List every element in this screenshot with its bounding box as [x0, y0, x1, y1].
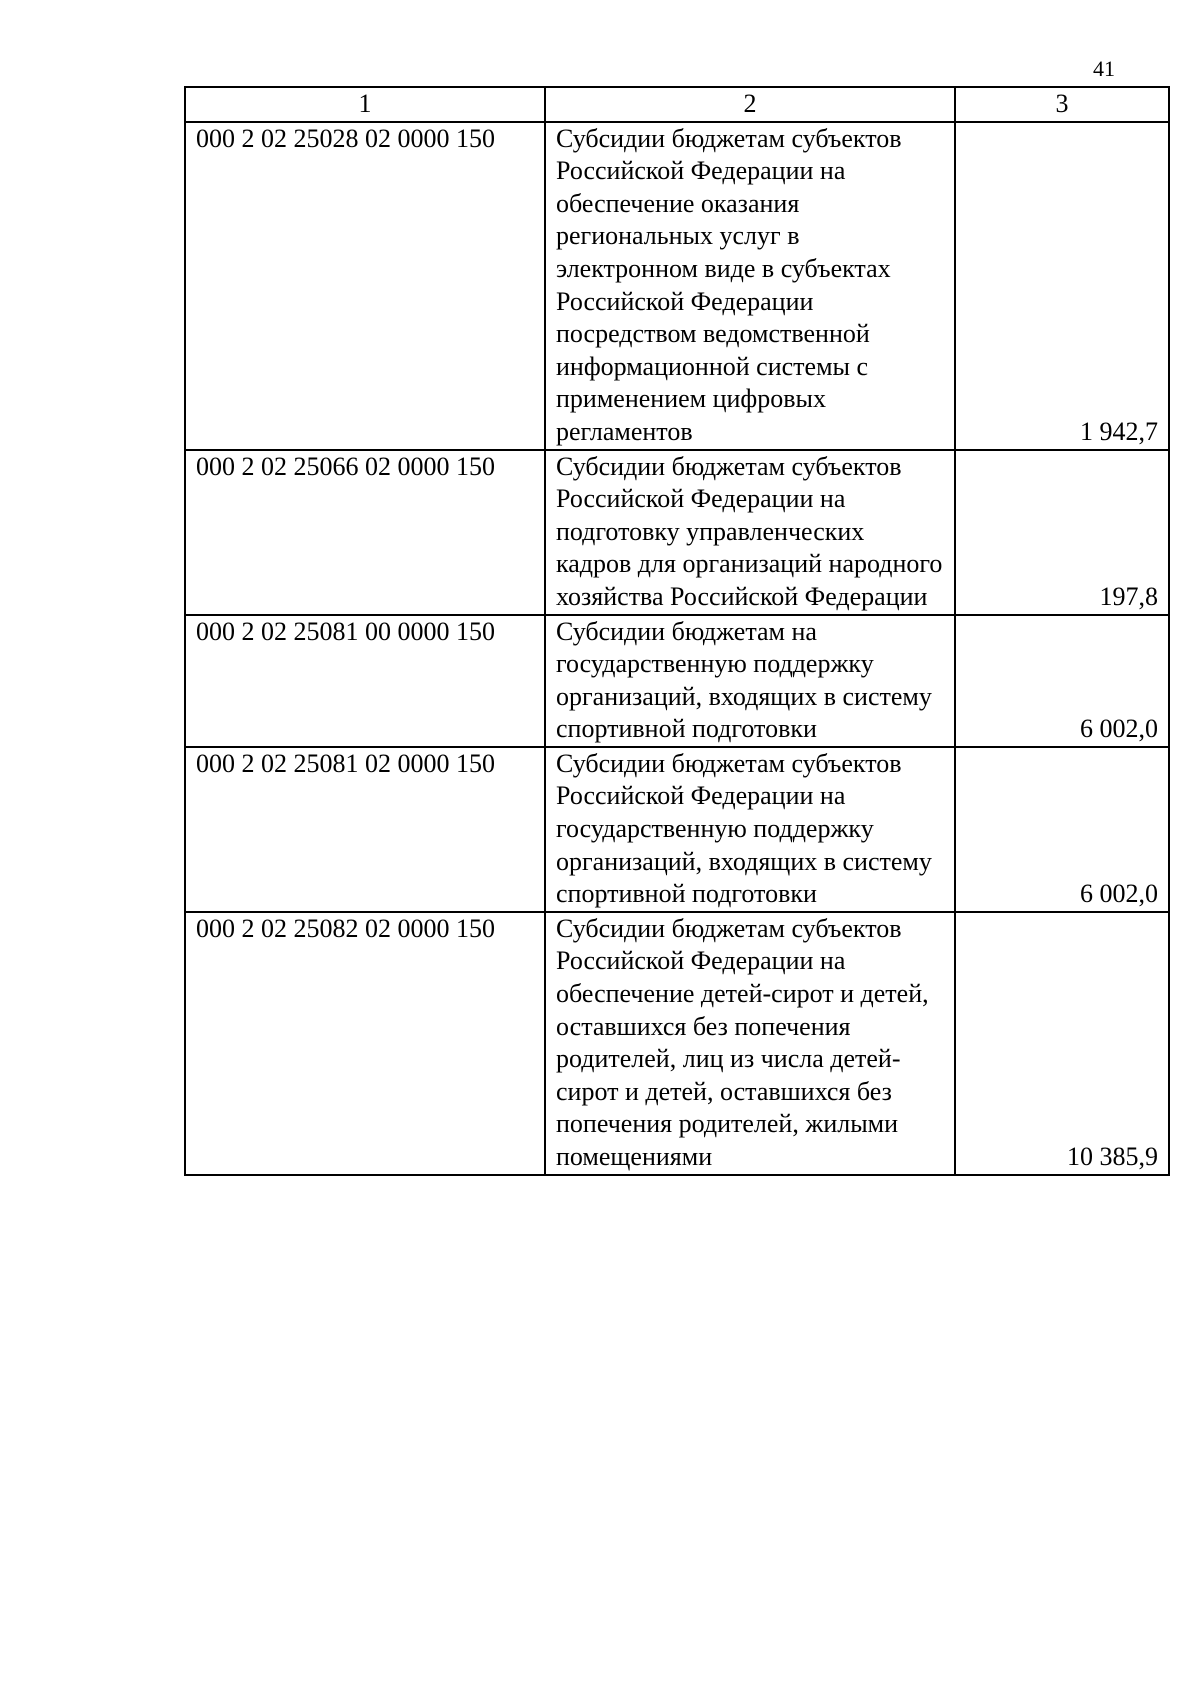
amount: 10 385,9: [955, 912, 1169, 1175]
income-description: Субсидии бюджетам субъектов Российской Федерации на обеспечение оказания региональных услуг в электронном виде в субъектах Российской Федерации посредством ведомственной информационной системы с применением цифровых регламентов: [545, 122, 955, 450]
budget-code: 000 2 02 25081 02 0000 150: [185, 747, 545, 912]
column-header-2: 2: [545, 87, 955, 122]
table-header-row: [185, 87, 1169, 122]
amount: 6 002,0: [955, 615, 1169, 747]
page-number: 41: [1093, 56, 1115, 81]
amount: 6 002,0: [955, 747, 1169, 912]
budget-code: 000 2 02 25066 02 0000 150: [185, 450, 545, 615]
income-description: Субсидии бюджетам на государственную поддержку организаций, входящих в систему спортивной подготовки: [545, 615, 955, 747]
income-description: Субсидии бюджетам субъектов Российской Федерации на государственную поддержку организаций, входящих в систему спортивной подготовки: [545, 747, 955, 912]
budget-code: 000 2 02 25028 02 0000 150: [185, 122, 545, 450]
table-row: [185, 615, 1169, 747]
column-header-3: 3: [955, 87, 1169, 122]
table-row: [185, 747, 1169, 912]
amount: 1 942,7: [955, 122, 1169, 450]
budget-code: 000 2 02 25082 02 0000 150: [185, 912, 545, 1175]
amount: 197,8: [955, 450, 1169, 615]
budget-table: [184, 86, 1170, 1176]
table-row: [185, 912, 1169, 1175]
table-row: [185, 450, 1169, 615]
income-description: Субсидии бюджетам субъектов Российской Федерации на подготовку управленческих кадров для организаций народного хозяйства Российской Федерации: [545, 450, 955, 615]
income-description: Субсидии бюджетам субъектов Российской Федерации на обеспечение детей-сирот и детей, оставшихся без попечения родителей, лиц из числа детей-сирот и детей, оставшихся без попечения родителей, жилыми помещениями: [545, 912, 955, 1175]
table-row: [185, 122, 1169, 450]
budget-code: 000 2 02 25081 00 0000 150: [185, 615, 545, 747]
column-header-1: 1: [185, 87, 545, 122]
